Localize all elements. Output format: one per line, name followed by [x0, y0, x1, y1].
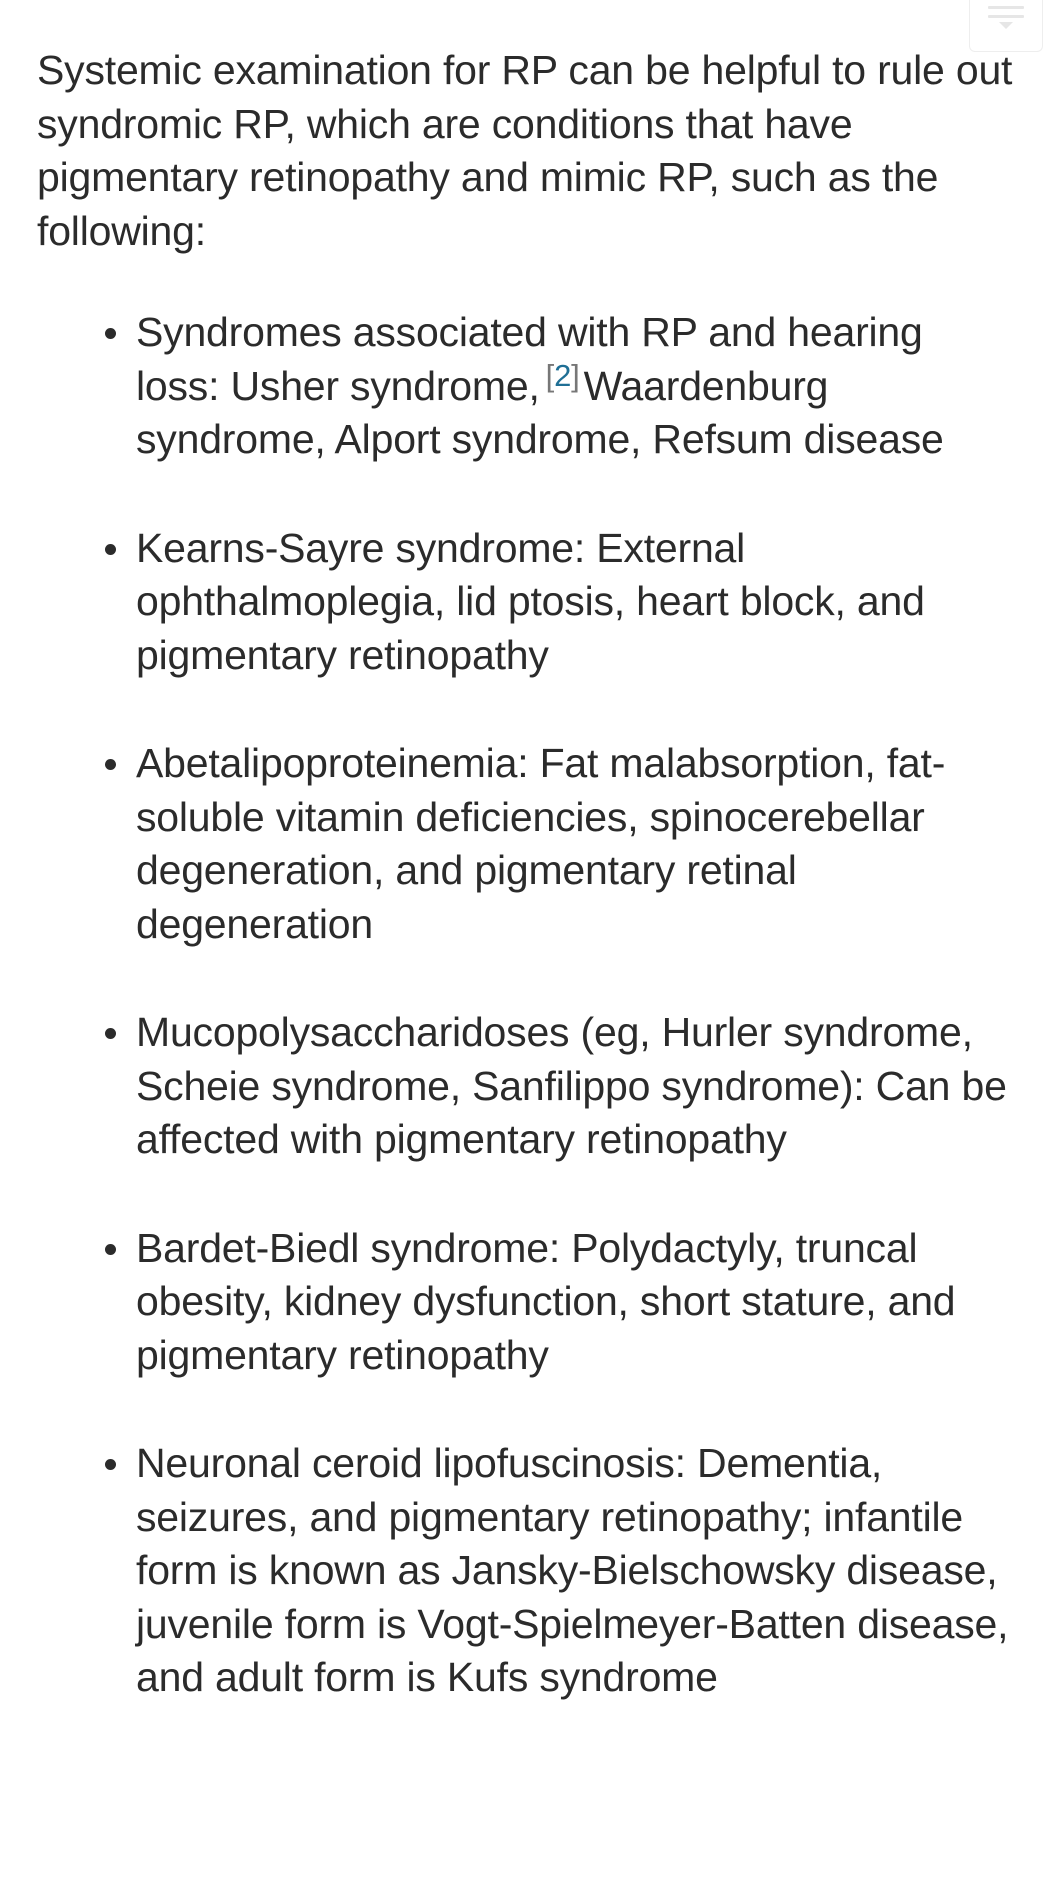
- reference-number: 2: [554, 357, 572, 393]
- menu-icon-bar: [988, 15, 1024, 18]
- list-item: [37, 306, 1017, 467]
- list-item-text: Abetalipoproteinemia: Fat malabsorption, fat-soluble vitamin deficiencies, spinocerebellar degeneration, and pigmentary retinal degeneration: [136, 740, 946, 947]
- list-item: [37, 737, 1017, 951]
- list-item-text: Kearns-Sayre syndrome: External ophthalmoplegia, lid ptosis, heart block, and pigmentary retinopathy: [136, 524, 925, 678]
- syndrome-list: [37, 306, 1017, 1705]
- bullet-icon: [105, 1028, 116, 1039]
- menu-icon-bar: [988, 6, 1024, 9]
- bullet-icon: [105, 1459, 116, 1470]
- intro-paragraph: Systemic examination for RP can be helpful to rule out syndromic RP, which are conditions that have pigmentary retinopathy and mimic RP, such as the following:: [37, 47, 1013, 254]
- list-item-text: Mucopolysaccharidoses (eg, Hurler syndrome, Scheie syndrome, Sanfilippo syndrome): Can be affected with pigmentary retinopathy: [136, 1009, 1007, 1162]
- bullet-icon: [105, 544, 116, 555]
- bullet-icon: [105, 328, 116, 339]
- reference-link[interactable]: [2]: [545, 357, 580, 393]
- list-item: [37, 1006, 1017, 1167]
- article-content: [37, 44, 1017, 1760]
- bullet-icon: [105, 1244, 116, 1255]
- bullet-icon: [105, 759, 116, 770]
- list-item: [37, 1437, 1017, 1705]
- list-item-text: Bardet-Biedl syndrome: Polydactyly, truncal obesity, kidney dysfunction, short stature, and pigmentary retinopathy: [136, 1224, 956, 1378]
- list-item: [37, 522, 1017, 683]
- list-item-text: Syndromes associated with RP and hearing loss: Usher syndrome,: [136, 309, 923, 409]
- chevron-down-icon: [999, 22, 1013, 29]
- list-item-text: Waardenburg syndrome, Alport syndrome, Refsum disease: [136, 362, 944, 462]
- list-item-text: Neuronal ceroid lipofuscinosis: Dementia, seizures, and pigmentary retinopathy; infantile form is known as Jansky-Bielschowsky disease, juvenile form is Vogt-Spielmeyer-Batten disease, and adult form is Kufs syndrome: [136, 1440, 1009, 1700]
- list-item: [37, 1222, 1017, 1383]
